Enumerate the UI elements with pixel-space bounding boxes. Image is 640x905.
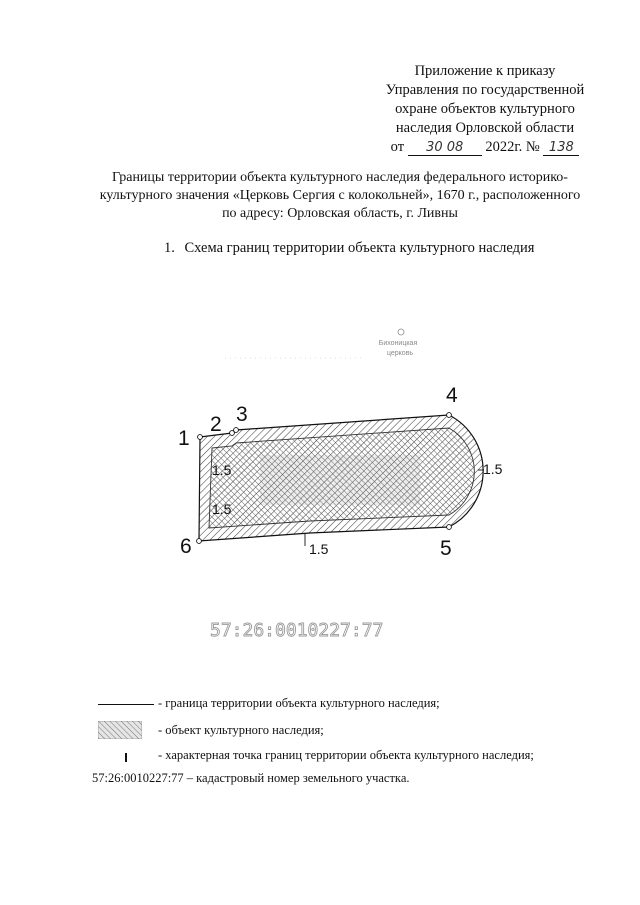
appendix-line-4: наследия Орловской области [395,120,575,136]
section-heading [164,240,534,257]
point-label-1: 1 [178,427,190,450]
faint-label-2: церковь [386,350,414,357]
legend-object-swatch [98,721,142,739]
appendix-line-2: Управления по государственной [385,82,585,98]
buffer-label-right: 1.5 [483,461,503,477]
date-prefix: от [390,139,405,155]
handwritten-order-number: 138 [543,140,579,156]
legend-point-text: - характерная точка границ территории объекта культурного наследия; [158,748,534,762]
parcel-cadastral-label: 57:26:0010227:77 [210,620,384,641]
legend-boundary-swatch [98,704,154,705]
point-label-6: 6 [180,535,192,558]
appendix-line-3: охране объектов культурного [395,101,575,117]
appendix-header [370,62,600,157]
legend-point-swatch [125,753,127,762]
legend-object-text: - объект культурного наследия; [158,723,324,737]
appendix-date-line [370,138,600,157]
section-number: 1. [164,240,175,256]
appendix-line-1: Приложение к приказу [414,63,556,79]
boundary-point-4 [447,413,452,418]
title-line-1: Границы территории объекта культурного наследия федерального историко- [112,170,568,185]
object-texture [260,455,420,505]
handwritten-date: 30 08 [408,140,482,156]
section-title: Схема границ территории объекта культурного наследия [184,240,535,256]
buffer-label-bottom: 1.5 [309,541,329,557]
point-label-2: 2 [210,413,222,436]
point-label-4: 4 [446,384,458,407]
title-line-3: по адресу: Орловская область, г. Ливны [222,206,458,221]
faint-label-1: Бихоницкая [378,340,418,347]
boundary-point-3 [234,428,239,433]
buffer-label-left-bottom: 1.5 [212,501,232,517]
boundary-point-1 [198,435,203,440]
document-title [70,169,610,223]
legend-boundary-text: - граница территории объекта культурного наследия; [158,696,440,710]
faint-marker [398,329,404,335]
title-line-2: культурного значения «Церковь Сергия с колокольней», 1670 г., расположенного [99,188,581,203]
buffer-label-left-top: 1.5 [212,462,232,478]
year-text: 2022г. № [485,139,540,155]
legend-cadastral-text: 57:26:0010227:77 – кадастровый номер земельного участка. [92,771,410,785]
boundary-point-5 [447,525,452,530]
point-label-5: 5 [440,537,452,560]
boundary-point-6 [197,539,202,544]
boundary-scheme [0,310,640,670]
point-label-3: 3 [236,403,248,426]
